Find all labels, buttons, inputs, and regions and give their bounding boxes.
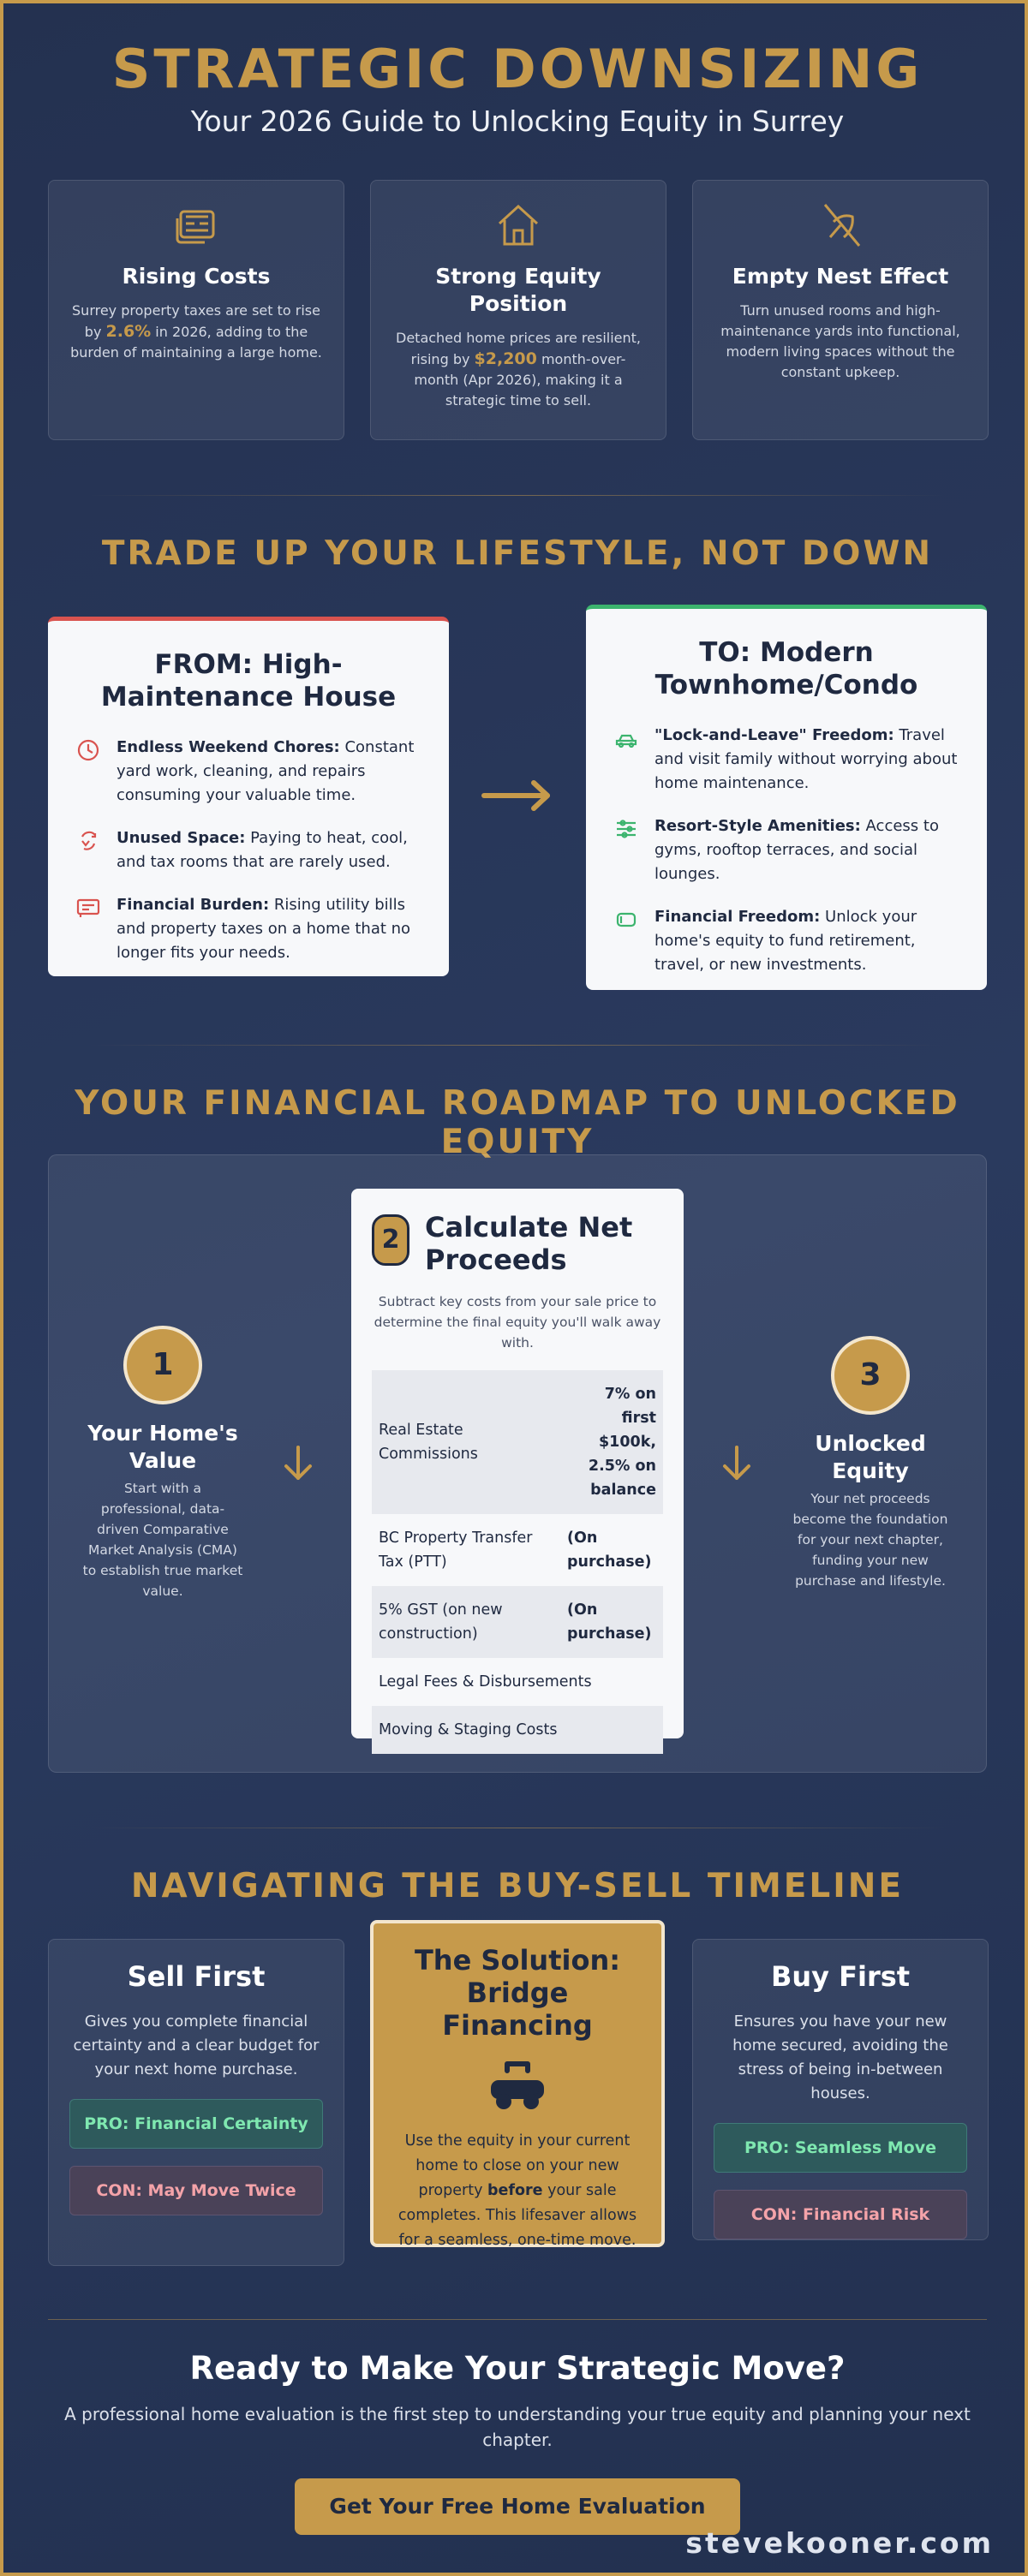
car-icon: [613, 725, 639, 751]
from-item: Endless Weekend Chores: Constant yard work, cleaning, and repairs consuming your valuable time.: [75, 736, 421, 808]
to-card-title: TO: Modern Townhome/Condo: [654, 637, 918, 701]
cost-value: (On purchase): [567, 1530, 652, 1571]
arrow-right-icon: [479, 774, 556, 817]
step-1-desc: Start with a professional, data-driven Comparative Market Analysis (CMA) to establish true market value.: [82, 1481, 243, 1599]
feature-card-rising-costs: [48, 180, 344, 440]
bridge-financing-title: The Solution: Bridge Financing: [414, 1944, 621, 2042]
page-subtitle: Your 2026 Guide to Unlocking Equity in Surrey: [190, 104, 845, 138]
cost-value: 7% on first $100k, 2.5% on balance: [560, 1370, 663, 1514]
section-title-timeline: NAVIGATING THE BUY-SELL TIMELINE: [130, 1867, 905, 1905]
feature-highlight: $2,200: [474, 349, 537, 368]
calculator-icon: [170, 200, 222, 251]
feature-text: Turn unused rooms and high-maintenance yards into functional, modern living spaces without the constant upkeep.: [720, 302, 960, 380]
clock-icon: [75, 737, 101, 763]
sell-first-desc: Gives you complete financial certainty and a clear budget for your next home purchase.: [73, 2012, 320, 2078]
step-3-desc: Your net proceeds become the foundation for your next chapter, funding your new purchase and lifestyle.: [792, 1491, 948, 1589]
step-2-badge: 2: [372, 1214, 409, 1266]
feature-text: Surrey property taxes are set to rise by 2.6% in 2026, adding to the burden of maintaining a large home.: [70, 302, 322, 361]
cost-label: BC Property Transfer Tax (PTT): [379, 1530, 533, 1571]
feature-highlight: 2.6%: [105, 322, 152, 341]
cta-title: Ready to Make Your Strategic Move?: [189, 2350, 846, 2387]
net-proceeds-card: [351, 1189, 684, 1738]
step-3-title: Unlocked Equity: [815, 1431, 926, 1483]
free-evaluation-button[interactable]: Get Your Free Home Evaluation: [295, 2478, 740, 2535]
section-divider: [89, 495, 946, 496]
from-card-title: FROM: High-Maintenance House: [100, 649, 397, 713]
step-2-title: Calculate Net Proceeds: [425, 1211, 633, 1276]
table-row: [372, 1514, 663, 1586]
table-row: [372, 1586, 663, 1658]
buy-first-card: [692, 1939, 989, 2240]
step-2-desc: Subtract key costs from your sale price to determine the final equity you'll walk away with.: [374, 1294, 661, 1351]
table-row: [372, 1370, 663, 1514]
cost-label: Moving & Staging Costs: [372, 1706, 663, 1754]
buy-first-desc: Ensures you have your new home secured, avoiding the stress of being in-between houses.: [732, 2012, 948, 2102]
recycle-icon: [75, 828, 101, 854]
feature-card-empty-nest: [692, 180, 989, 440]
sell-first-card: [48, 1939, 344, 2266]
table-row: [372, 1658, 663, 1706]
to-item: "Lock-and-Leave" Freedom: Travel and visit family without worrying about home maintenance.: [613, 724, 959, 796]
section-title-roadmap: YOUR FINANCIAL ROADMAP TO UNLOCKED EQUITY: [75, 1084, 960, 1161]
sliders-icon: [613, 816, 639, 842]
from-item: Financial Burden: Rising utility bills and property taxes on a home that no longer fits your needs.: [75, 893, 421, 965]
cta-subtitle: A professional home evaluation is the first step to understanding your true equity and planning your next chapter.: [64, 2404, 971, 2450]
buy-first-title: Buy First: [770, 1960, 911, 1993]
section-divider: [89, 1045, 946, 1046]
bridge-car-icon: [483, 2052, 552, 2120]
pro-badge: PRO: Financial Certainty: [69, 2099, 323, 2149]
sell-first-title: Sell First: [127, 1960, 266, 1993]
footer-brand-link[interactable]: stevekooner.com: [685, 2526, 994, 2560]
step-3-badge: 3: [831, 1336, 910, 1415]
bill-icon: [75, 895, 101, 921]
pro-badge: PRO: Seamless Move: [714, 2123, 967, 2173]
page-title: STRATEGIC DOWNSIZING: [111, 38, 923, 100]
step-1-badge: 1: [123, 1326, 202, 1404]
feature-title: Empty Nest Effect: [732, 264, 949, 289]
section-title-lifestyle: TRADE UP YOUR LIFESTYLE, NOT DOWN: [101, 534, 934, 573]
cost-label: Real Estate Commissions: [372, 1370, 560, 1514]
to-item: Resort-Style Amenities: Access to gyms, rooftop terraces, and social lounges.: [613, 814, 959, 886]
bridge-financing-desc: Use the equity in your current home to close on your new property before your sale completes. This lifesaver allows for a seamless, one-time move.: [397, 2132, 637, 2249]
wallet-icon: [613, 907, 639, 933]
section-divider: [48, 2319, 987, 2320]
feather-icon: [815, 200, 866, 251]
feature-title: Rising Costs: [122, 264, 271, 289]
from-card: [48, 617, 449, 976]
costs-table: [372, 1370, 663, 1754]
feature-card-strong-equity: [370, 180, 666, 440]
to-item: Financial Freedom: Unlock your home's equity to fund retirement, travel, or new investments.: [613, 905, 959, 977]
to-card: [586, 605, 987, 990]
cost-value: (On purchase): [560, 1586, 663, 1658]
arrow-down-icon: [718, 1442, 756, 1485]
feature-text: Detached home prices are resilient, rising by $2,200 month-over-month (Apr 2026), making it a strategic time to sell.: [396, 330, 641, 408]
bridge-financing-card: [370, 1920, 665, 2247]
cost-label: 5% GST (on new construction): [372, 1586, 560, 1658]
arrow-down-icon: [279, 1442, 317, 1485]
con-badge: CON: May Move Twice: [69, 2166, 323, 2215]
feature-title: Strong Equity Position: [435, 264, 601, 316]
house-icon: [493, 200, 544, 251]
step-1-title: Your Home's Value: [87, 1421, 238, 1473]
from-item: Unused Space: Paying to heat, cool, and tax rooms that are rarely used.: [75, 826, 421, 874]
cost-label: Legal Fees & Disbursements: [379, 1673, 592, 1690]
table-row: [372, 1706, 663, 1754]
con-badge: CON: Financial Risk: [714, 2190, 967, 2239]
